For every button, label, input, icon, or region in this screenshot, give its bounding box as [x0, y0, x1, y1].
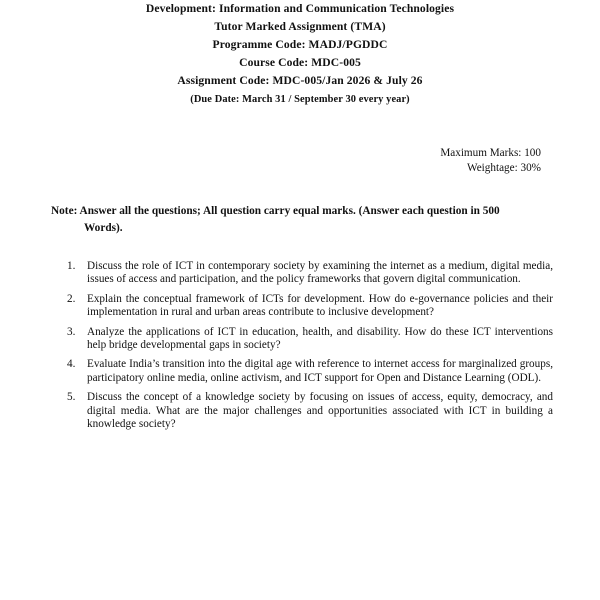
weightage-label: Weightage: 30%: [467, 162, 541, 174]
question-number: 2.: [67, 292, 76, 305]
question-text: Analyze the applications of ICT in education, health, and disability. How do these ICT interventions help bridge developmental gaps in society?: [87, 325, 553, 352]
question-number: 3.: [67, 325, 76, 338]
question-number: 4.: [67, 358, 76, 371]
heading-line-course-title: Development: Information and Communication Technologies: [145, 2, 455, 15]
question-text: Discuss the role of ICT in contemporary society by examining the internet as a medium, digital media, issues of access and participation, and the policy frameworks that govern digital communication.: [87, 260, 553, 286]
question-text: Explain the conceptual framework of ICTs for development. How do e-governance policies and their implementation in rural and urban areas contribute to inclusive development?: [87, 292, 553, 319]
question-text: Evaluate India’s transition into the digital age with reference to internet access for marginalized groups, participatory online media, online activism, and ICT support for Open and Distance Learning (ODL).: [87, 358, 553, 384]
question-number: 5.: [67, 391, 76, 404]
list-item: [67, 358, 553, 385]
heading-line-due-date: (Due Date: March 31 / September 30 every year): [190, 94, 410, 105]
marks-block: [440, 146, 541, 176]
maximum-marks-label: Maximum Marks: 100: [440, 147, 541, 159]
list-item: [67, 260, 553, 287]
heading-line-programme-code: Programme Code: MADJ/PGDDC: [212, 38, 388, 51]
question-text: Discuss the concept of a knowledge society by focusing on issues of access, equity, democracy, and digital media. What are the major challenges and opportunities associated with ICT in building a knowledge society?: [87, 391, 553, 431]
heading-line-course-code: Course Code: MDC-005: [239, 56, 361, 69]
heading-line-assignment-type: Tutor Marked Assignment (TMA): [214, 20, 386, 33]
note-block: [51, 203, 551, 237]
heading-line-assignment-code: Assignment Code: MDC-005/Jan 2026 & July 26: [177, 74, 423, 87]
list-item: [67, 326, 553, 353]
note-first-line: Note: Answer all the questions; All question carry equal marks. (Answer each question in 500: [51, 205, 500, 217]
list-item: [67, 391, 553, 431]
note-continuation-line: Words).: [84, 222, 123, 234]
list-item: [67, 293, 553, 320]
document-heading: [0, 0, 600, 109]
question-number: 1.: [67, 260, 76, 272]
questions-list: [67, 260, 553, 431]
